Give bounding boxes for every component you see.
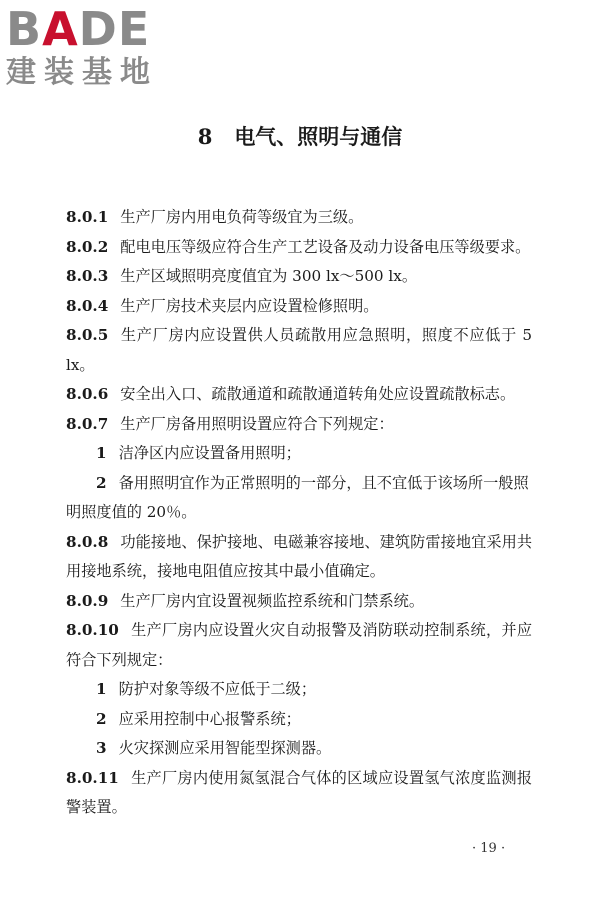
clause-text: 生产厂房内应设置供人员疏散用应急照明，照度不应低于 5 lx。	[66, 326, 532, 374]
bade-logo	[6, 4, 176, 90]
clause-number: 8.0.2	[66, 237, 109, 256]
clause-text: 功能接地、保护接地、电磁兼容接地、建筑防雷接地宜采用共用接地系统，接地电阻值应按其中最小值确定。	[66, 532, 532, 580]
clause-8-0-2	[66, 233, 532, 263]
chapter-number: 8	[197, 124, 213, 149]
clause-8-0-6	[66, 380, 532, 410]
clause-text: 生产厂房技术夹层内应设置检修照明。	[120, 296, 379, 315]
chapter-title-text: 电气、照明与通信	[234, 124, 403, 149]
clause-text: 生产厂房内宜设置视频监控系统和门禁系统。	[120, 591, 425, 610]
clause-text: 生产厂房备用照明设置应符合下列规定：	[120, 414, 394, 433]
clause-8-0-7	[66, 410, 532, 440]
clause-8-0-5	[66, 321, 532, 380]
clause-number: 8.0.8	[66, 532, 109, 551]
clause-8-0-11	[66, 764, 532, 823]
clause-8-0-7-item-1	[66, 439, 532, 469]
clause-text: 生产厂房内应设置火灾自动报警及消防联动控制系统，并应符合下列规定：	[66, 621, 532, 669]
clause-number: 8.0.9	[66, 591, 109, 610]
document-body	[66, 203, 532, 823]
item-number: 3	[96, 739, 107, 757]
logo-wordmark: BADE	[6, 2, 151, 56]
clause-number: 8.0.10	[66, 621, 119, 639]
item-text: 防护对象等级不应低于二级；	[118, 680, 317, 698]
clause-8-0-8	[66, 528, 532, 587]
item-text: 备用照明宜作为正常照明的一部分，且不宜低于该场所一般照明照度值的 20％。	[66, 473, 529, 521]
clause-number: 8.0.6	[66, 385, 109, 403]
item-number: 1	[96, 680, 107, 698]
clause-8-0-1	[66, 203, 532, 233]
clause-8-0-9	[66, 587, 532, 617]
clause-text: 安全出入口、疏散通道和疏散通道转角处应设置疏散标志。	[120, 385, 516, 403]
clause-8-0-7-item-2	[66, 469, 532, 528]
clause-number: 8.0.11	[66, 768, 119, 787]
clause-text: 生产厂房内用电负荷等级宜为三级。	[120, 208, 364, 226]
clause-8-0-10-item-3	[66, 734, 532, 764]
clause-8-0-3	[66, 262, 532, 292]
clause-number: 8.0.1	[66, 208, 109, 226]
logo-chinese-name: 建装基地	[6, 55, 158, 90]
clause-text: 生产厂房内使用氮氢混合气体的区域应设置氢气浓度监测报警装置。	[66, 768, 532, 816]
item-number: 2	[96, 473, 107, 492]
item-number: 2	[96, 709, 107, 728]
item-text: 火灾探测应采用智能型探测器。	[118, 739, 332, 757]
clause-8-0-10-item-2	[66, 705, 532, 735]
clause-text: 配电电压等级应符合生产工艺设备及动力设备电压等级要求。	[120, 237, 531, 256]
clause-8-0-10-item-1	[66, 675, 532, 705]
clause-8-0-4	[66, 292, 532, 322]
chapter-title	[0, 122, 600, 152]
clause-number: 8.0.7	[66, 414, 109, 433]
clause-8-0-10	[66, 616, 532, 675]
item-text: 洁净区内应设置备用照明；	[118, 444, 301, 462]
clause-text: 生产区域照明亮度值宜为 300 lx～500 lx。	[120, 267, 418, 285]
item-text: 应采用控制中心报警系统；	[118, 709, 301, 728]
clause-number: 8.0.4	[66, 296, 109, 315]
page-number: · 19 ·	[472, 841, 506, 856]
item-number: 1	[96, 444, 107, 462]
clause-number: 8.0.3	[66, 267, 109, 285]
clause-number: 8.0.5	[66, 326, 109, 344]
